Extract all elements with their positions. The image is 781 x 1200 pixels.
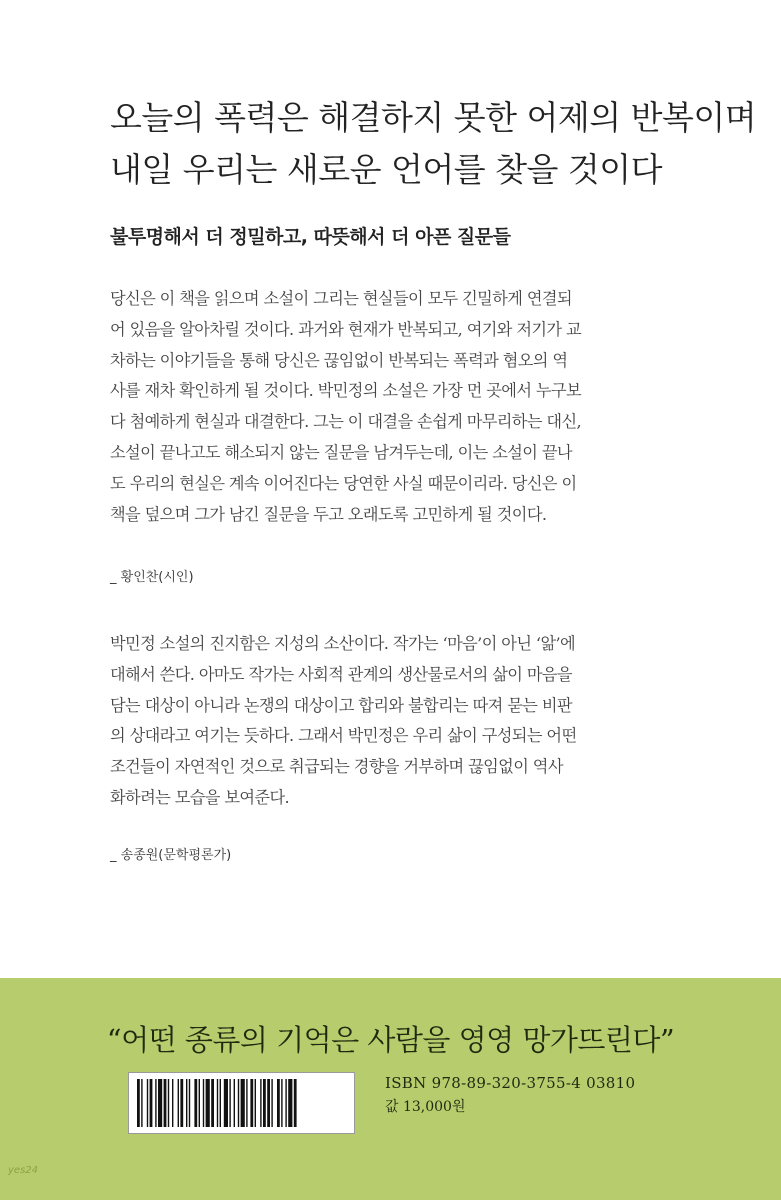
barcode-icon (135, 1079, 348, 1127)
review-paragraph-2 (110, 629, 676, 814)
review2-line: 화하려는 모습을 보여준다. (110, 787, 290, 807)
barcode-bar (220, 1079, 221, 1127)
barcode-bar (263, 1079, 266, 1127)
barcode (128, 1072, 355, 1134)
barcode-bar (281, 1079, 282, 1127)
barcode-bar (246, 1079, 247, 1127)
barcode-bar (141, 1079, 142, 1127)
review1-line: 사를 재차 확인하게 될 것이다. 박민정의 소설은 가장 먼 곳에서 누구보 (110, 381, 582, 401)
review1-line: 책을 덮으며 그가 남긴 질문을 두고 오래도록 고민하게 될 것이다. (110, 504, 547, 524)
barcode-bar (178, 1079, 179, 1127)
barcode-bar (164, 1079, 167, 1127)
barcode-bar (255, 1079, 256, 1127)
barcode-bar (267, 1079, 270, 1127)
barcode-bar (288, 1079, 292, 1127)
headline (110, 92, 757, 196)
barcode-bar (224, 1079, 228, 1127)
barcode-bar (147, 1079, 148, 1127)
review-paragraph-1 (110, 284, 676, 530)
barcode-bar (285, 1079, 286, 1127)
barcode-bar (277, 1079, 280, 1127)
barcode-bar (211, 1079, 214, 1127)
barcode-bar (217, 1079, 218, 1127)
footer-band (0, 978, 781, 1200)
barcode-bar (168, 1079, 169, 1127)
barcode-bar (158, 1079, 162, 1127)
review1-line: 소설이 끝나고도 해소되지 않는 질문을 남겨두는데, 이는 소설이 끝나 (110, 442, 572, 462)
barcode-bar (241, 1079, 245, 1127)
review2-attribution: _ 송종원(문학평론가) (110, 848, 232, 863)
barcode-bar (203, 1079, 204, 1127)
review2-line: 의 상대라고 여기는 듯하다. 그래서 박민정은 우리 삶이 구성되는 어떤 (110, 726, 577, 746)
barcode-bar (199, 1079, 200, 1127)
price: 값 13,000원 (385, 1099, 466, 1115)
barcode-bar (234, 1079, 235, 1127)
barcode-bar (189, 1079, 190, 1127)
barcode-bar (250, 1079, 253, 1127)
review1-line: 다 첨예하게 현실과 대결한다. 그는 이 대결을 손쉽게 마무리하는 대신, (110, 412, 582, 432)
barcode-bar (172, 1079, 173, 1127)
barcode-bar (238, 1079, 239, 1127)
footer-quote: “어떤 종류의 기억은 사람을 영영 망가뜨린다” (106, 1023, 675, 1057)
barcode-bar (186, 1079, 187, 1127)
barcode-bar (180, 1079, 183, 1127)
barcode-bar (194, 1079, 197, 1127)
barcode-bar (150, 1079, 153, 1127)
barcode-bar (155, 1079, 156, 1127)
barcode-bar (206, 1079, 210, 1127)
watermark: yes24 (8, 1165, 39, 1176)
barcode-bar (137, 1079, 140, 1127)
barcode-bar (260, 1079, 261, 1127)
isbn-number: ISBN 978-89-320-3755-4 03810 (385, 1074, 636, 1092)
headline-line-2: 내일 우리는 새로운 언어를 찾을 것이다 (110, 150, 662, 189)
barcode-bar (271, 1079, 272, 1127)
review2-line: 박민정 소설의 진지함은 지성의 소산이다. 작가는 ‘마음’이 아닌 ‘앎’에 (110, 634, 576, 653)
review1-line: 차하는 이야기들을 통해 당신은 끊임없이 반복되는 폭력과 혐오의 역 (110, 350, 568, 370)
review1-line: 당신은 이 책을 읽으며 소설이 그리는 현실들이 모두 긴밀하게 연결되 (110, 289, 572, 308)
review1-line: 어 있음을 알아차릴 것이다. 과거와 현재가 반복되고, 여기와 저기가 교 (110, 319, 582, 339)
review2-line: 대해서 쓴다. 아마도 작가는 사회적 관계의 생산물로서의 삶이 마음을 (110, 664, 572, 684)
review1-attribution: _ 황인찬(시인) (110, 570, 194, 585)
subheading: 불투명해서 더 정밀하고, 따뜻해서 더 아픈 질문들 (110, 226, 511, 248)
barcode-bar (294, 1079, 297, 1127)
review2-line: 조건들이 자연적인 것으로 취급되는 경향을 거부하며 끊임없이 역사 (110, 757, 563, 777)
barcode-bar (229, 1079, 230, 1127)
headline-line-1: 오늘의 폭력은 해결하지 못한 어제의 반복이며 (110, 98, 757, 137)
review1-line: 도 우리의 현실은 계속 이어진다는 당연한 사실 때문이리라. 당신은 이 (110, 473, 577, 493)
review2-line: 담는 대상이 아니라 논쟁의 대상이고 합리와 불합리는 따져 묻는 비판 (110, 695, 572, 715)
